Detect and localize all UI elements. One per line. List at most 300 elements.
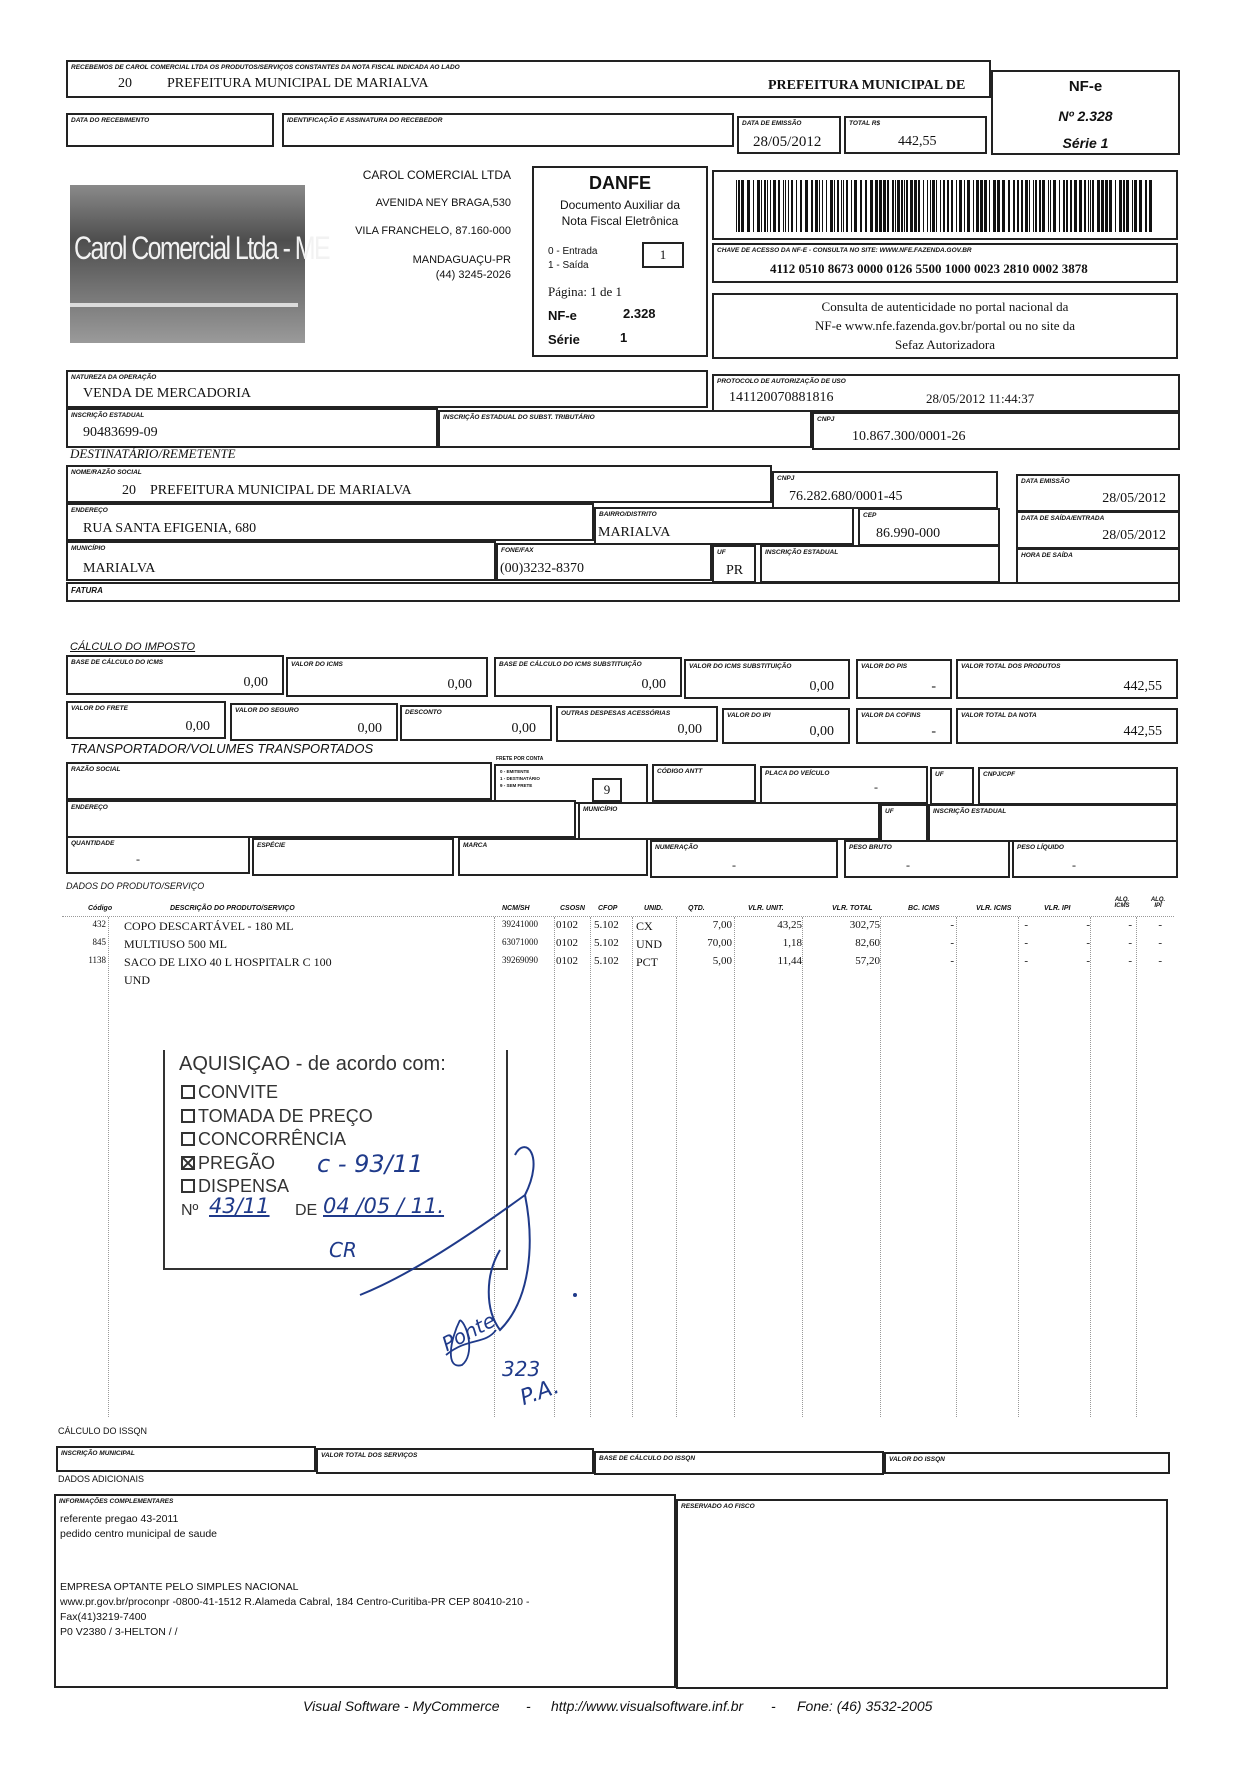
barcode-bar (819, 180, 820, 232)
barcode-bar (1145, 180, 1147, 232)
produto-cell-total: 82,60 (855, 937, 880, 949)
produto-cell-code: 1138 (88, 955, 106, 965)
dest-bairro-label: BAIRRO/DISTRITO (599, 511, 657, 518)
barcode-bar (1053, 180, 1056, 232)
chave-box (712, 243, 1178, 283)
barcode-bar (1021, 180, 1023, 232)
chave-label: CHAVE DE ACESSO DA NF-E - CONSULTA NO SITE: WWW.NFE.FAZENDA.GOV.BR (717, 247, 972, 254)
imposto-r1-value-4: - (931, 679, 936, 694)
footer-fone: Fone: (46) 3532-2005 (797, 1698, 933, 1714)
danfe-box (532, 166, 708, 357)
produtos-col-divider (632, 917, 633, 1417)
produtos-col-header-5: UNID. (644, 905, 664, 912)
produto-cell-desc: MULTIUSO 500 ML (124, 937, 227, 951)
produtos-col-divider (590, 917, 591, 1417)
dest-data-saida: 28/05/2012 (1102, 528, 1166, 543)
emitente-address: AVENIDA NEY BRAGA,530 (375, 197, 511, 209)
reservado-fisco-box (676, 1499, 1168, 1689)
emitente-cnpj: 10.867.300/0001-26 (852, 429, 966, 444)
footer-sep1: - (526, 1698, 531, 1714)
info-line: Fax(41)3219-7400 (60, 1611, 147, 1623)
dest-cnpj-box (772, 471, 998, 509)
signature-number: 323 (502, 1357, 541, 1381)
imposto-r2-value-4: 0,00 (809, 724, 834, 739)
produtos-col-divider (734, 917, 735, 1417)
signature-dot (573, 1293, 577, 1297)
produto-cell-vipi: - (1086, 955, 1090, 967)
stamp-item (181, 1153, 275, 1174)
barcode-bar (851, 180, 852, 232)
barcode-bar (1101, 180, 1104, 232)
transp-frete-box (494, 764, 648, 804)
signature (350, 1125, 590, 1405)
canhoto-nfe-box (991, 70, 1180, 155)
barcode-box (712, 170, 1178, 240)
stamp-item-label: TOMADA DE PREÇO (198, 1105, 373, 1126)
barcode-bar (984, 180, 987, 232)
produto-cell-vicms: - (1024, 955, 1028, 967)
imposto-r2-box-0 (66, 701, 226, 739)
imposto-r2-value-5: - (931, 724, 936, 739)
barcode-bar (764, 180, 766, 232)
footer (0, 1698, 1236, 1718)
barcode-bar (997, 180, 1000, 232)
produtos-col-header-11: VLR. IPI (1044, 905, 1071, 912)
dest-nome: 20 PREFEITURA MUNICIPAL DE MARIALVA (122, 483, 412, 498)
barcode-bar (736, 180, 737, 232)
barcode-bar (738, 180, 740, 232)
barcode-image (736, 180, 1152, 232)
imposto-r2-label-3: OUTRAS DESPESAS ACESSÓRIAS (561, 710, 671, 717)
produtos-header-rule (62, 916, 1174, 917)
dest-fone: (00)3232-8370 (500, 561, 584, 576)
imposto-r1-value-5: 442,55 (1123, 679, 1162, 694)
dest-data-saida-box (1016, 511, 1180, 549)
barcode-bar (811, 180, 813, 232)
stamp-item (181, 1106, 373, 1127)
imposto-r1-box-5 (956, 659, 1178, 699)
stamp-item-label: PREGÃO (198, 1152, 276, 1173)
produtos-col-divider (880, 917, 881, 1417)
transp-numeracao: - (732, 858, 736, 872)
dest-municipio-label: MUNICÍPIO (71, 545, 106, 552)
footer-url[interactable]: http://www.visualsoftware.inf.br (551, 1698, 744, 1714)
identificacao-box (282, 113, 734, 147)
produto-cell-ncm: 39241000 (502, 919, 538, 929)
produto-cell-unit: 43,25 (777, 919, 802, 931)
barcode-bar (1134, 180, 1137, 232)
consulta-line1: Consulta de autenticidade no portal nacional da (821, 299, 1069, 314)
imposto-r2-box-2 (400, 705, 552, 741)
produto-cell-aicms: - (1128, 955, 1132, 967)
dest-fone-label: FONE/FAX (501, 547, 534, 554)
canhoto-client-name: PREFEITURA MUNICIPAL DE MARIALVA (167, 76, 429, 91)
stamp-checkbox (181, 1156, 195, 1170)
barcode-bar (785, 180, 786, 232)
imposto-r1-label-2: BASE DE CÁLCULO DO ICMS SUBSTITUIÇÃO (499, 661, 642, 668)
transp-bruto-label: PESO BRUTO (849, 844, 892, 851)
barcode-bar (753, 180, 754, 232)
barcode-bar (976, 180, 979, 232)
footer-sep2: - (771, 1698, 776, 1714)
barcode-bar (1123, 180, 1125, 232)
identificacao-label: IDENTIFICAÇÃO E ASSINATURA DO RECEBEDOR (287, 117, 443, 124)
produtos-col-divider (676, 917, 677, 1417)
imposto-r2-box-5 (856, 708, 952, 744)
emitente-cnpj-box (812, 412, 1180, 450)
produto-cell-vipi: - (1086, 937, 1090, 949)
reservado-fisco-label: RESERVADO AO FISCO (681, 1503, 755, 1510)
barcode-bar (1079, 180, 1082, 232)
danfe-nfe-number: 2.328 (623, 306, 656, 321)
issqn-im-box (56, 1446, 316, 1472)
imposto-r2-label-6: VALOR TOTAL DA NOTA (961, 712, 1037, 719)
barcode-bar (887, 180, 889, 232)
barcode-bar (834, 180, 835, 232)
produtos-col-header-3: CSOSN (560, 905, 585, 912)
issqn-valor-box (884, 1452, 1170, 1474)
consulta-line2: NF-e www.nfe.fazenda.gov.br/portal ou no site da (814, 318, 1076, 333)
produto-cell-vicms: - (1024, 937, 1028, 949)
dest-uf-label: UF (717, 549, 726, 556)
barcode-bar (783, 180, 784, 232)
transp-cnpj-label: CNPJ/CPF (983, 771, 1016, 778)
transp-endereco-box (66, 800, 576, 838)
stamp-item-label: CONCORRÊNCIA (198, 1129, 347, 1149)
produto-cell-aipi: - (1158, 937, 1162, 949)
ie-st-box (438, 410, 812, 448)
barcode-bar (923, 180, 924, 232)
frete-opt-1: 1 - DESTINATÁRIO (500, 776, 540, 781)
danfe-serie-number: 1 (620, 330, 628, 345)
produto-cell-qtd: 70,00 (707, 937, 732, 949)
barcode-bar (927, 180, 928, 232)
imposto-r2-box-1 (230, 703, 398, 741)
info-complementares-box (54, 1494, 676, 1688)
stamp-initials: CR (329, 1238, 357, 1262)
produto-cell-desc: COPO DESCARTÁVEL - 180 ML (124, 919, 294, 933)
dest-cep-box (858, 508, 1000, 546)
imposto-r1-label-5: VALOR TOTAL DOS PRODUTOS (961, 663, 1061, 670)
dest-cnpj-label: CNPJ (777, 475, 795, 482)
dest-endereco-label: ENDEREÇO (71, 507, 108, 514)
barcode-bar (918, 180, 920, 232)
barcode-bar (1088, 180, 1089, 232)
barcode-bar (815, 180, 818, 232)
dest-fone-box (496, 543, 712, 581)
protocolo-data: 28/05/2012 11:44:37 (926, 391, 1035, 406)
produtos-col-divider (956, 917, 957, 1417)
produto-cell-bc: - (950, 937, 954, 949)
produtos-col-header-12: ALQ. ICMS (1114, 897, 1130, 909)
barcode-bar (741, 180, 744, 232)
produtos-col-header-9: BC. ICMS (908, 905, 940, 912)
canhoto-nfe-number: Nº 2.328 (1058, 108, 1113, 124)
pregao-handwritten: c - 93/11 (317, 1150, 424, 1178)
canhoto-recebemos-box (66, 60, 991, 98)
danfe-title: DANFE (589, 173, 651, 193)
dest-data-saida-label: DATA DE SAÍDA/ENTRADA (1021, 515, 1105, 522)
produto-cell-bc: - (950, 919, 954, 931)
imposto-r2-label-1: VALOR DO SEGURO (235, 707, 299, 714)
produtos-col-header-6: QTD. (688, 905, 705, 912)
transp-uf-label: UF (935, 771, 944, 778)
barcode-bar (879, 180, 882, 232)
imposto-r2-value-2: 0,00 (511, 721, 536, 736)
issqn-im-label: INSCRIÇÃO MUNICIPAL (61, 1450, 135, 1457)
dest-endereco: RUA SANTA EFIGENIA, 680 (83, 521, 257, 536)
imposto-r1-value-3: 0,00 (809, 679, 834, 694)
stamp-checkbox (181, 1179, 195, 1193)
barcode-bar (761, 180, 762, 232)
emitente-name: CAROL COMERCIAL LTDA (362, 168, 511, 182)
stamp-de-value: 04 /05 / 11. (323, 1194, 445, 1218)
danfe-tipo-box (642, 242, 684, 268)
barcode-bar (875, 180, 878, 232)
issqn-base-box (594, 1451, 884, 1475)
barcode-bar (910, 180, 913, 232)
info-line: EMPRESA OPTANTE PELO SIMPLES NACIONAL (60, 1581, 299, 1593)
produto-cell-csosn: 0102 (556, 937, 578, 949)
produtos-col-header-2: NCM/SH (502, 905, 530, 912)
danfe-entrada: 0 - Entrada (548, 246, 598, 257)
barcode-bar (1042, 180, 1045, 232)
imposto-r2-label-2: DESCONTO (405, 709, 442, 716)
transp-liquido-box (1012, 840, 1178, 878)
stamp-checkbox (181, 1085, 195, 1099)
barcode-bar (826, 180, 827, 232)
ie-st-label: INSCRIÇÃO ESTADUAL DO SUBST. TRIBUTÁRIO (443, 414, 595, 421)
dest-endereco-box (66, 503, 594, 541)
barcode-bar (1033, 180, 1034, 232)
produto-cell-unit: 11,44 (777, 955, 802, 967)
barcode-bar (778, 180, 780, 232)
imposto-r1-box-1 (286, 657, 488, 697)
transp-uf2-box (880, 804, 928, 842)
canhoto-data-emissao: 28/05/2012 (753, 134, 822, 150)
transp-municipio-box (578, 802, 880, 840)
frete-opt-0: 0 - EMITENTE (500, 769, 530, 774)
danfe-nfe-label: NF-e (548, 308, 577, 323)
consulta-line3: Sefaz Autorizadora (895, 337, 995, 352)
barcode-bar (846, 180, 848, 232)
produto-cell-aicms: - (1128, 919, 1132, 931)
imposto-r1-value-1: 0,00 (447, 677, 472, 692)
footer-software: Visual Software - MyCommerce (303, 1698, 500, 1714)
barcode-bar (1132, 180, 1133, 232)
dest-hora-box (1016, 548, 1180, 584)
transp-ie-label: INSCRIÇÃO ESTADUAL (933, 808, 1007, 815)
barcode-bar (841, 180, 842, 232)
imposto-r1-value-0: 0,00 (243, 675, 268, 690)
barcode-bar (973, 180, 974, 232)
stamp-item-label: DISPENSA (198, 1176, 290, 1196)
dest-bairro-box (594, 507, 854, 545)
barcode-bar (930, 180, 931, 232)
barcode-bar (773, 180, 776, 232)
emitente-district: VILA FRANCHELO, 87.160-000 (355, 225, 511, 237)
barcode-bar (770, 180, 771, 232)
produto-cell-vipi: - (1086, 919, 1090, 931)
canhoto-total-box (844, 116, 987, 154)
stamp-item (181, 1129, 346, 1150)
dest-municipio: MARIALVA (83, 561, 156, 576)
produtos-col-header-1: DESCRIÇÃO DO PRODUTO/SERVIÇO (170, 905, 295, 912)
dest-data-emissao-box (1016, 474, 1180, 512)
barcode-bar (843, 180, 844, 232)
dest-ie-label: INSCRIÇÃO ESTADUAL (765, 549, 839, 556)
info-complementares-label: INFORMAÇÕES COMPLEMENTARES (59, 1498, 174, 1505)
barcode-bar (932, 180, 935, 232)
stamp-checkbox (181, 1132, 195, 1146)
danfe-pagina: Página: 1 de 1 (548, 284, 623, 299)
transp-marca-box (458, 838, 648, 876)
dest-cep: 86.990-000 (876, 526, 941, 541)
canhoto-total-label: TOTAL R$ (849, 120, 881, 127)
barcode-bar (1092, 180, 1094, 232)
imposto-r2-box-6 (956, 708, 1178, 744)
stamp-n-label: Nº (181, 1202, 199, 1219)
barcode-bar (1070, 180, 1072, 232)
fatura-box (66, 582, 1180, 602)
barcode-bar (796, 180, 797, 232)
produtos-col-header-8: VLR. TOTAL (832, 905, 873, 912)
canhoto-nfe-label: NF-e (1068, 78, 1103, 95)
transp-uf2-label: UF (885, 808, 894, 815)
imposto-r2-label-5: VALOR DA COFINS (861, 712, 921, 719)
signature-initials: P.A. (516, 1373, 563, 1412)
transp-bruto: - (906, 858, 910, 872)
produto-cell-bc: - (950, 955, 954, 967)
produto-cell-cfop: 5.102 (594, 919, 619, 931)
imposto-r1-label-4: VALOR DO PIS (861, 663, 908, 670)
canhoto-client-code: 20 (118, 76, 132, 91)
transp-liquido: - (1072, 858, 1076, 872)
transp-numeracao-box (650, 840, 838, 878)
barcode-bar (747, 180, 750, 232)
transp-placa-box (760, 766, 928, 804)
consulta-box (712, 293, 1178, 359)
dest-hora-label: HORA DE SAÍDA (1021, 552, 1073, 559)
imposto-r1-label-1: VALOR DO ICMS (291, 661, 343, 668)
barcode-bar (1084, 180, 1086, 232)
dest-data-emissao-label: DATA EMISSÃO (1021, 478, 1070, 485)
stamp-n-value: 43/11 (209, 1194, 270, 1218)
barcode-bar (800, 180, 802, 232)
produtos-col-header-10: VLR. ICMS (976, 905, 1012, 912)
barcode-bar (959, 180, 962, 232)
produto-cell-qtd: 5,00 (712, 955, 732, 967)
imposto-r1-label-3: VALOR DO ICMS SUBSTITUIÇÃO (689, 663, 792, 670)
produto-cell-ncm: 63071000 (502, 937, 538, 947)
imposto-r1-box-3 (684, 659, 850, 699)
barcode-bar (1105, 180, 1108, 232)
barcode-bar (1013, 180, 1015, 232)
emitente-city: MANDAGUAÇU-PR (412, 254, 511, 266)
produto-cell-vicms: - (1024, 919, 1028, 931)
barcode-bar (1066, 180, 1068, 232)
barcode-bar (906, 180, 908, 232)
canhoto-header-name: PREFEITURA MUNICIPAL DE (768, 78, 966, 93)
produto-cell-total: 302,75 (849, 919, 880, 931)
transp-qtd: - (136, 852, 140, 866)
barcode-bar (1063, 180, 1065, 232)
produto-cell-unid: CX (636, 919, 653, 933)
emitente-phone: (44) 3245-2026 (435, 269, 511, 281)
data-recebimento-label: DATA DO RECEBIMENTO (71, 117, 150, 124)
transp-ie-box (928, 804, 1178, 842)
info-lines (60, 1512, 217, 1542)
barcode-bar (788, 180, 789, 232)
transp-liquido-label: PESO LÍQUIDO (1017, 844, 1064, 851)
transp-qtd-label: QUANTIDADE (71, 840, 115, 847)
barcode-bar (1109, 180, 1112, 232)
barcode-bar (895, 180, 896, 232)
barcode-bar (1025, 180, 1028, 232)
produtos-col-divider (1136, 917, 1137, 1417)
barcode-bar (993, 180, 996, 232)
barcode-bar (951, 180, 953, 232)
imposto-r2-value-3: 0,00 (677, 722, 702, 737)
danfe-serie-label: Série (548, 332, 580, 347)
barcode-bar (904, 180, 905, 232)
barcode-bar (914, 180, 917, 232)
barcode-bar (767, 180, 768, 232)
barcode-bar (870, 180, 873, 232)
produtos-section-title: DADOS DO PRODUTO/SERVIÇO (66, 881, 205, 891)
imposto-r1-box-4 (856, 659, 952, 699)
produtos-col-header-13: ALQ. IPI (1150, 897, 1166, 909)
barcode-bar (901, 180, 903, 232)
produto-cell-csosn: 0102 (556, 919, 578, 931)
dest-cnpj: 76.282.680/0001-45 (789, 489, 903, 504)
issqn-base-label: BASE DE CÁLCULO DO ISSQN (599, 1455, 696, 1462)
transp-antt-box (652, 764, 756, 802)
barcode-bar (943, 180, 945, 232)
barcode-bar (791, 180, 793, 232)
fatura-label: FATURA (71, 586, 103, 595)
protocolo-value: 141120070881816 (729, 390, 834, 405)
info-line: referente pregao 43-2011 (60, 1513, 179, 1525)
imposto-r1-box-0 (66, 655, 284, 695)
imposto-r1-value-2: 0,00 (641, 677, 666, 692)
stamp-title: AQUISIÇAO - de acordo com: (179, 1053, 446, 1075)
transp-razao-label: RAZÃO SOCIAL (71, 766, 121, 773)
info-line: P0 V2380 / 3-HELTON / / (60, 1626, 178, 1638)
imposto-r1-label-0: BASE DE CÁLCULO DO ICMS (71, 659, 164, 666)
produto-cell-aicms: - (1128, 937, 1132, 949)
transp-bruto-box (844, 840, 1010, 878)
produto-cell-qtd: 7,00 (712, 919, 732, 931)
transp-cnpj-box (978, 767, 1178, 805)
transp-especie-label: ESPÉCIE (257, 842, 286, 849)
barcode-bar (940, 180, 941, 232)
barcode-bar (1050, 180, 1051, 232)
produtos-col-header-4: CFOP (598, 905, 618, 912)
barcode-bar (865, 180, 867, 232)
dest-cep-label: CEP (863, 512, 877, 519)
barcode-bar (1115, 180, 1116, 232)
barcode-bar (860, 180, 862, 232)
barcode-bar (964, 180, 965, 232)
barcode-bar (947, 180, 949, 232)
destinatario-section-title: DESTINATÁRIO/REMETENTE (70, 446, 236, 461)
stamp-item-label: CONVITE (198, 1082, 279, 1102)
produtos-col-header-0: Código (88, 905, 113, 912)
data-recebimento-box (66, 113, 274, 147)
imposto-section-title: CÁLCULO DO IMPOSTO (70, 641, 196, 653)
barcode-bar (757, 180, 760, 232)
